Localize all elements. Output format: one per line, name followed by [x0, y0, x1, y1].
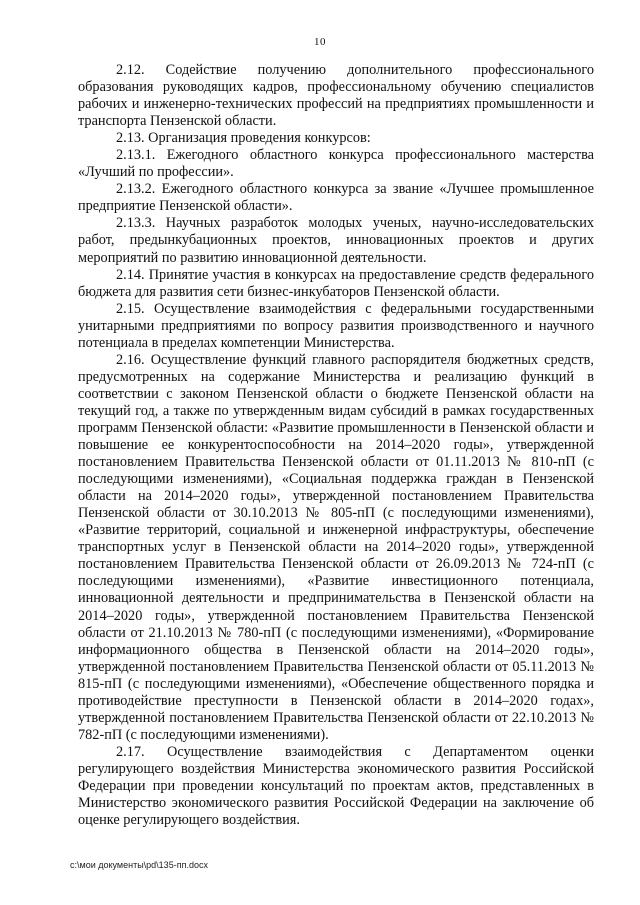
paragraph-2-13: 2.13. Организация проведения конкурсов:	[116, 130, 371, 147]
document-body	[78, 62, 594, 829]
paragraph-2-12: 2.12. Содействие получению дополнительного профессионального образования руководящих кадров, профессиональному обучению специалистов рабочих и инженерно-технических профессий на предприятиях промышленности и транспорта Пензенской области.	[78, 62, 594, 130]
paragraph-2-13-3: 2.13.3. Научных разработок молодых ученых, научно-исследовательских работ, предынкубационных проектов, инновационных проектов и других мероприятий по развитию инновационной деятельности.	[78, 215, 594, 266]
footer-file-path: c:\мои документы\pd\135-пп.docx	[70, 860, 208, 870]
page-number: 10	[314, 36, 326, 48]
paragraph-2-13-1: 2.13.1. Ежегодного областного конкурса профессионального мастерства «Лучший по профессии».	[78, 147, 594, 181]
paragraph-2-17: 2.17. Осуществление взаимодействия с Департаментом оценки регулирующего воздействия Министерства экономического развития Российской Федерации при проведении консультаций по проектам актов, представленных в Министерство экономического развития Российской Федерации на заключение об оценке регулирующего воздействия.	[78, 743, 594, 829]
paragraph-2-15: 2.15. Осуществление взаимодействия с федеральными государственными унитарными предприятиями по вопросу развития производственного и научного потенциала в пределах компетенции Министерства.	[78, 300, 594, 351]
paragraph-2-14: 2.14. Принятие участия в конкурсах на предоставление средств федерального бюджета для развития сети бизнес-инкубаторов Пензенской области.	[78, 266, 594, 300]
paragraph-2-13-2: 2.13.2. Ежегодного областного конкурса за звание «Лучшее промышленное предприятие Пензенской области».	[78, 181, 594, 215]
paragraph-2-16: 2.16. Осуществление функций главного распорядителя бюджетных средств, предусмотренных на содержание Министерства и реализацию функций в соответствии с законом Пензенской области о бюджете Пензенской области на текущий год, а также по утвержденным видам субсидий в рамках государственных программ Пензенской области: «Развитие промышленности в Пензенской области и повышение ее конкурентоспособности на 2014–2020 годы», утвержденной постановлением Правительства Пензенской области от 01.11.2013 № 810-пП (с последующими изменениями), «Социальная поддержка граждан в Пензенской области на 2014–2020 годы», утвержденной постановлением Правительства Пензенской области от 30.10.2013 № 805-пП (с последующими изменениями), «Развитие территорий, социальной и инженерной инфраструктуры, обеспечение транспортных услуг в Пензенской области на 2014–2020 годы», утвержденной постановлением Правительства Пензенской области от 26.09.2013 № 724-пП (с последующими изменениями), «Развитие инвестиционного потенциала, инновационной деятельности и предпринимательства в Пензенской области на 2014–2020 годы», утвержденной постановлением Правительства Пензенской области от 21.10.2013 № 780-пП (с последующими изменениями), «Формирование информационного общества в Пензенской области на 2014–2020 годы», утвержденной постановлением Правительства Пензенской области от 05.11.2013 № 815-пП (с последующими изменениями), «Обеспечение общественного порядка и противодействие преступности в Пензенской области в 2014–2020 годах», утвержденной постановлением Правительства Пензенской области от 22.10.2013 № 782-пП (с последующими изменениями).	[78, 351, 594, 743]
